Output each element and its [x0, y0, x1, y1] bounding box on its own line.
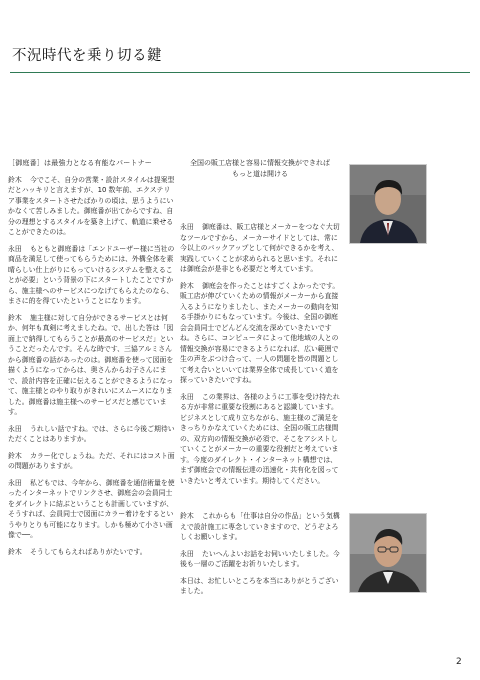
portrait-illustration: [350, 165, 426, 243]
speaker-name: 鈴木: [8, 313, 22, 322]
dialogue-paragraph: [180, 222, 340, 275]
dialogue-paragraph: [8, 244, 176, 307]
speaker-name: 鈴木: [8, 451, 22, 460]
dialogue-text: そうしてもらえればありがたいです。: [30, 547, 147, 556]
page-title: 不況時代を乗り切る鍵: [12, 48, 162, 64]
dialogue-text: 御庭番は、販工店様とメーカーをつなぐ大切なツールですから、メーカーサイドとしては、常に今以上のバックアップとして何ができるかを考え、実践していくことが求められると思います。それには御庭会が是非とも必要だと考えています。: [180, 223, 340, 273]
dialogue-text: 施主様に対して自分ができるサービスとは何か、何年も真剣に考えましたね。で、出した答は「図面上で納得してもらうことが最高のサービスだ」ということだったんです。そんな時です、三協アルミさんから御庭番の話があったのは。御庭番を使って図面を描くようになってからは、奥さんからお子さんにまで、設計内容を正確に伝えることができるようになって、施主様とのやり取りがきれいにスムースになりました。御庭番は施主様へのサービスだと感じています。: [8, 313, 174, 416]
closing-column: [180, 511, 344, 603]
portrait-illustration: [350, 514, 426, 592]
left-section-heading: ［御庭番］は最強力となる有能なパートナー: [8, 159, 152, 167]
speaker-name: 鈴木: [8, 547, 22, 556]
speaker-name: 永田: [180, 549, 194, 558]
right-column: [180, 222, 340, 492]
speaker-name: 鈴木: [180, 281, 194, 290]
speaker-name: 永田: [8, 478, 22, 487]
dialogue-text: カラー化でしょうね。ただ、それにはコスト面の問題がありますが。: [8, 451, 175, 470]
dialogue-paragraph: [8, 478, 176, 541]
dialogue-paragraph: [8, 175, 176, 238]
right-heading-line-2: もっと道は開ける: [232, 169, 288, 178]
dialogue-paragraph: [180, 511, 344, 543]
dialogue-text: この業界は、各様のように工事を受け持たれる方が非常に重要な役割にあると認識しています。ビジネスとして成り立ちながら、施主様のご満足をきっちりかなえていくためには、全国の販工店様間の、双方向の情報交換が必須で、そこをアシストしていくことがメーカーの重要な役割だと考えています。今度のダイレクト・インターネット構想では、まず御庭会での情報伝達の迅速化・共有化を図っていきたいと考えています。期待してください。: [180, 392, 340, 485]
dialogue-paragraph: [8, 424, 176, 445]
page-number: 2: [456, 657, 462, 667]
speaker-name: 永田: [180, 392, 194, 401]
right-heading-line-1: 全国の販工店様と容易に情報交換ができれば: [190, 159, 330, 167]
dialogue-paragraph: [180, 549, 344, 570]
right-section-heading: [178, 158, 342, 179]
left-column: [8, 158, 176, 563]
portrait-photo-nagata: [349, 164, 427, 244]
speaker-name: 鈴木: [8, 175, 22, 184]
title-rule: [10, 72, 470, 73]
dialogue-paragraph: [180, 281, 340, 386]
speaker-name: 永田: [180, 223, 194, 231]
speaker-name: 永田: [8, 244, 22, 253]
closing-remark: 本日は、お忙しいところを本当にありがとうございました。: [180, 576, 339, 595]
dialogue-text: 私どもでは、今年から、御庭番を通信術量を使ったインターネットでリンクさせ、御庭会の会員同士をダイレクトに結ぶということも計画していますが、そうすれば、会員同士で図面にカラー着けをするというやりとりも可能になります。しかも極めて小さい画像で──。: [8, 478, 175, 539]
dialogue-paragraph: [8, 451, 176, 472]
speaker-name: 鈴木: [180, 512, 194, 520]
dialogue-text: 御庭会を作ったことはすごくよかったです。販工店が伸びていくための情報がメーカーから直接入るようになりましたし、またメーカーの動向を知る手掛かりにもなっています。今後は、全国の御庭会会員同士でどんどん交流を深めていきたいですね。さらに、コンピュータによって他地域の人との情報交換が容易にできるようになれば、広い範囲で生の声をぶつけ合って、一人の問題を皆の問題として考え合いといいては業界全体で成長していく道を探っていきたいですね。: [180, 281, 340, 384]
dialogue-text: 今でこそ、自分の営業・設計スタイルは提案型だとハッキリと言えますが、10 数年前、エクステリア事業をスタートさせたばかりの頃は、思うようにいかなくて苦しみました。御庭番が出てからですね、自分の理想とするスタイルを築き上げて、軌道に乗せることができたのは。: [8, 175, 175, 236]
dialogue-paragraph: [180, 392, 340, 487]
dialogue-text: もともと御庭番は「エンドユーザー様に当社の商品を満足して使ってもらうためには、外構全体を素晴らしい仕上がりにもっていけるシステムを整えることが必要」という背景の下にスタートしたことですから、施主様へのサービスにつなげてもらえたのなら、まさに的を得ていたということになります。: [8, 244, 175, 305]
dialogue-text: これからも「仕事は自分の作品」という気構えで設計施工に専念していきますので、どうぞよろしくお願いします。: [180, 512, 340, 541]
dialogue-text: たいへんよいお話をお伺いいたしました。今後も一層のご活躍をお祈りいたします。: [180, 549, 340, 568]
dialogue-paragraph: [8, 313, 176, 418]
portrait-photo-suzuki: [349, 513, 427, 593]
dialogue-paragraph: [8, 547, 176, 558]
speaker-name: 永田: [8, 424, 22, 433]
dialogue-text: うれしい話ですね。では、さらに今後ご期待いただくことはありますか。: [8, 424, 175, 443]
